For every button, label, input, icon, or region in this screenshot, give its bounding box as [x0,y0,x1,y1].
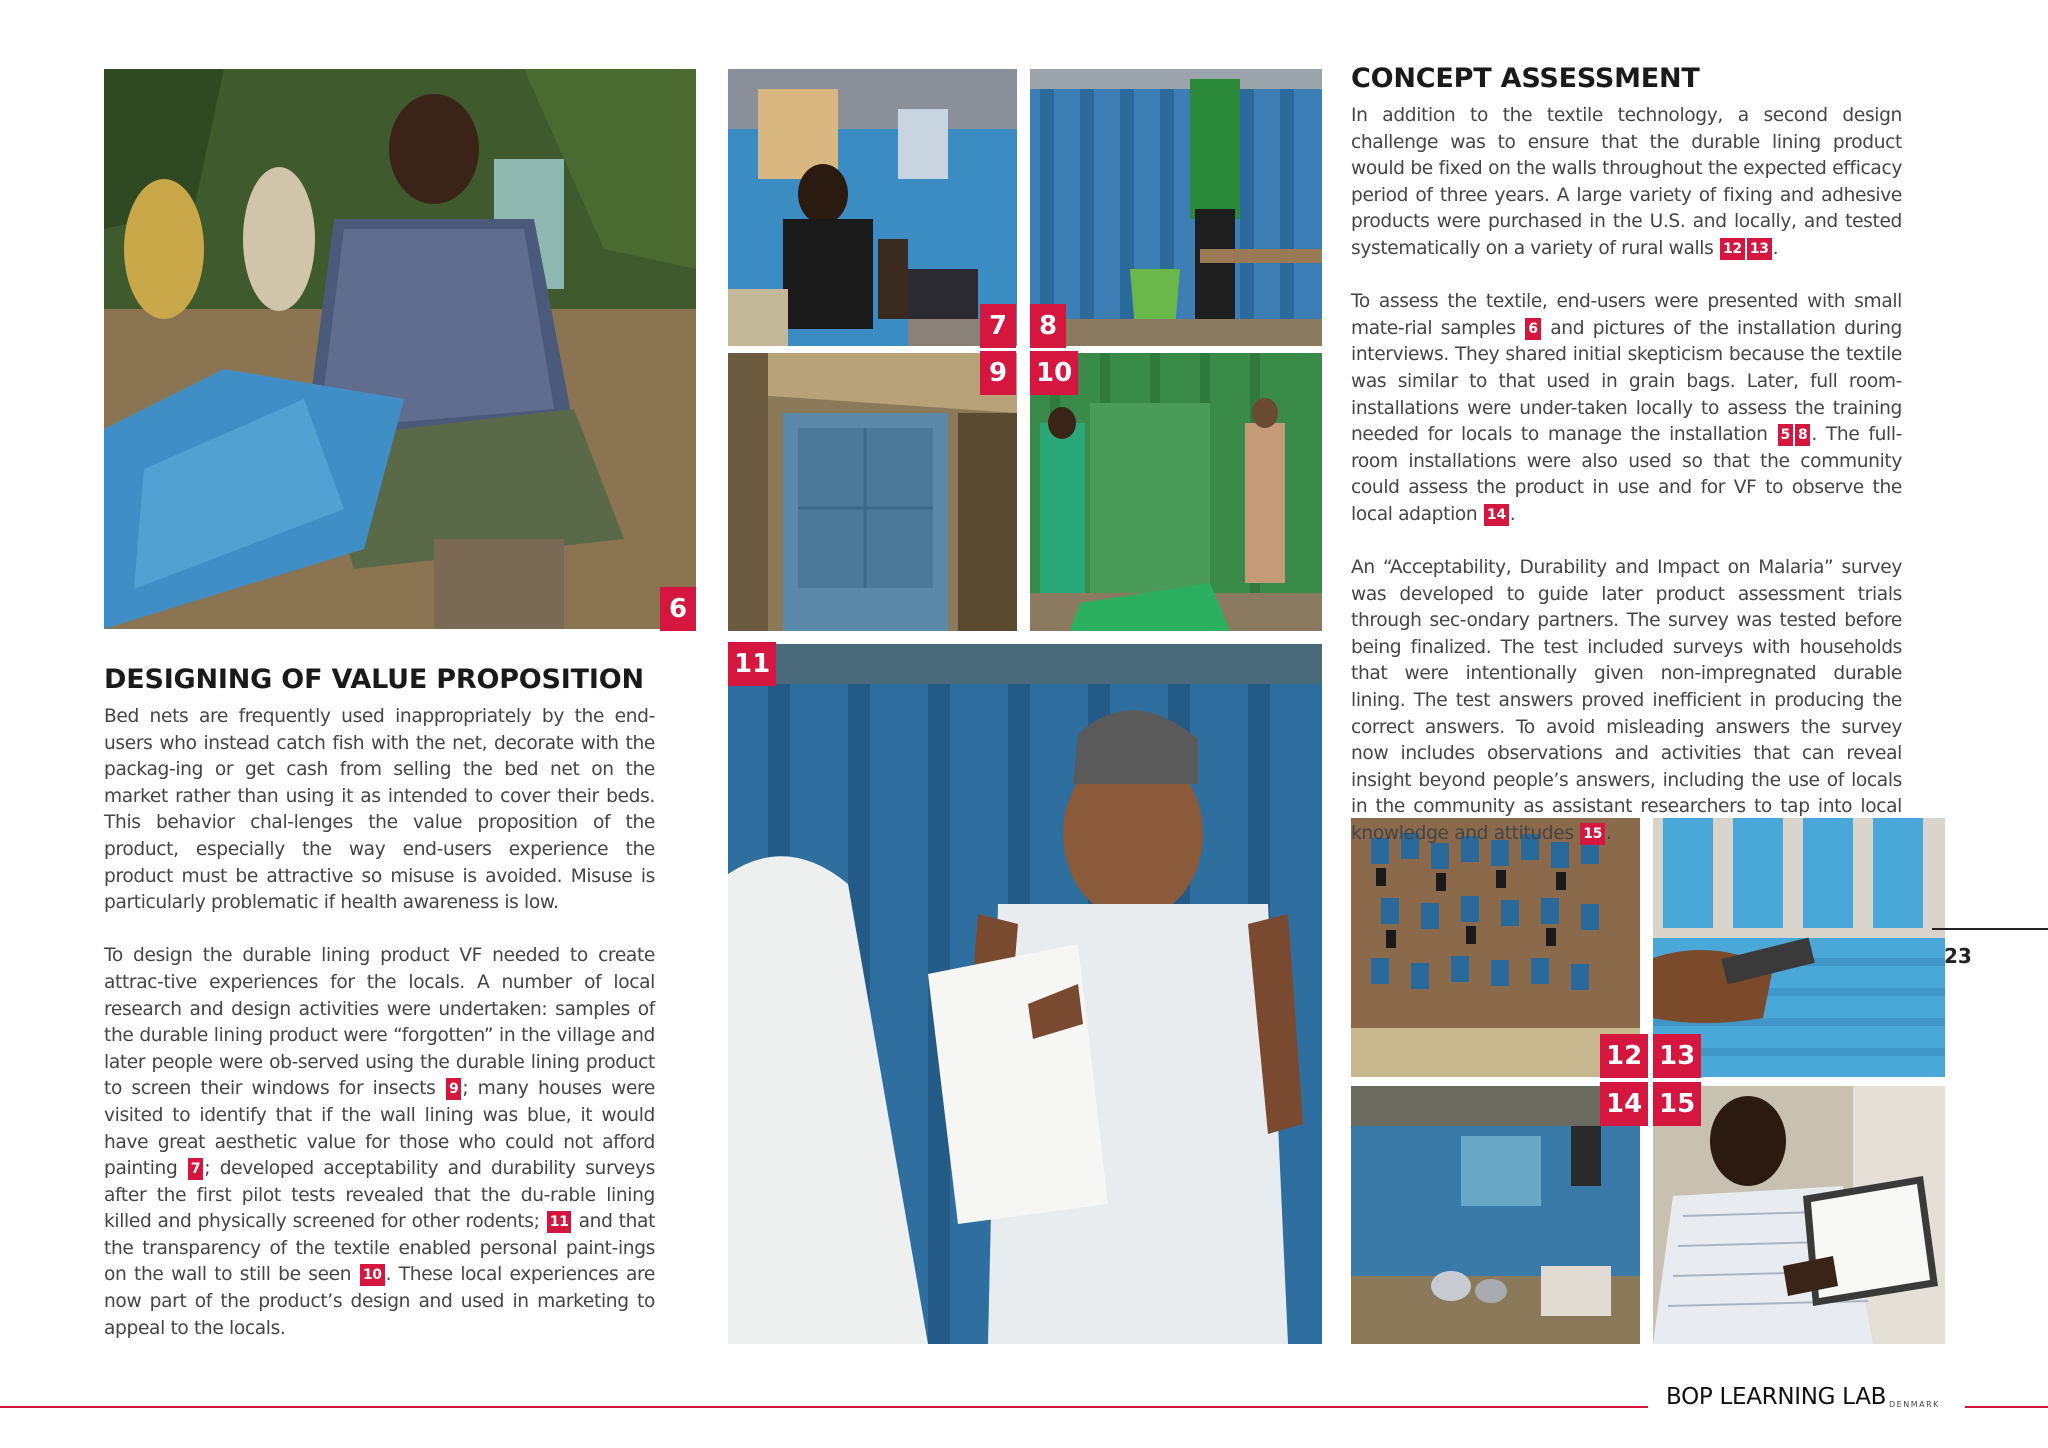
figure-ref: 15 [1580,823,1605,845]
photo-6-man-with-net [104,69,696,629]
paragraph-text: . These local experiences are now part of the product’s design and used in marketing to appeal to the locals. [104,1264,656,1339]
heading-value-proposition: DESIGNING OF VALUE PROPOSITION [104,664,644,695]
photo-9-window-screen [728,353,1017,631]
figure-badge-11: 11 [728,642,776,686]
photo-8-installation [1030,69,1322,346]
figure-ref: 7 [188,1158,203,1180]
paragraph [1351,103,1902,263]
figure-ref: 13 [1747,238,1772,260]
figure-badge-8: 8 [1030,304,1066,348]
paragraph-text: An “Acceptability, Durability and Impact on Malaria” survey was developed to guide later product assessment trials through sec-ondary partners. The survey was tested before being finalized. The test included surveys with households that were intentionally given non-impregnated durable lining. The test answers proved inefficient in producing the correct answers. To avoid misleading answers the survey now includes observations and activities that can reveal insight beyond people’s answers, including the use of locals in the community as assistant researchers to tap into local knowledge and attitudes [1351,557,1902,845]
paragraph-text: To design the durable lining product VF needed to create attrac-tive experiences for the locals. A number of local research and design activities were undertaken: samples of the durable lining product were “forgotten” in the village and later people were ob-served using the durable lining product to screen their windows for insects [104,945,655,1100]
photo-7-house-interior [728,69,1017,346]
figure-ref: 14 [1484,504,1509,526]
photo-11-survey-interview [728,644,1322,1344]
footer-rule-left [0,1406,1648,1408]
paragraph-text: . [1606,823,1612,845]
value-proposition-body [104,704,655,1342]
paragraph-text: To assess the textile, end-users were presented with small mate-rial samples [1351,291,1902,339]
page-number-rule [1932,928,2048,930]
photo-14-local-adaption [1351,1086,1640,1344]
paragraph-text: . [1509,503,1516,525]
figure-ref: 6 [1525,318,1540,340]
paragraph-text: and that the transparency of the textile enabled personal paint-ings on the wall to still be seen [104,1211,656,1286]
footer-brand: BOP LEARNING LAB [1666,1384,1887,1410]
paragraph-text: . The full-room installations were also used so that the community could assess the product in use and for VF to observe the local adaption [1351,424,1902,525]
footer-rule-right [1965,1406,2048,1408]
figure-ref: 9 [446,1078,461,1100]
figure-badge-15: 15 [1653,1082,1701,1126]
paragraph [1351,555,1902,848]
heading-concept-assessment: CONCEPT ASSESSMENT [1351,63,1700,94]
figure-badge-12: 12 [1600,1034,1648,1078]
figure-ref: 12 [1720,238,1745,260]
figure-badge-13: 13 [1653,1034,1701,1078]
photo-12-fixing-samples [1351,818,1640,1077]
concept-assessment-body [1351,103,1902,848]
paragraph-text: . [1772,237,1779,259]
paragraph-text: ; many houses were visited to identify that if the wall lining was blue, it would have great aesthetic value for those who could not afford painting [104,1078,656,1180]
figure-badge-10: 10 [1030,351,1078,395]
paragraph: Bed nets are frequently used inappropriately by the end-users who instead catch fish with the net, decorate with the packag-ing or get cash from selling the bed net on the market rather than using it as intended to cover their beds. This behavior chal-lenges the value proposition of the product, especially the way end-users experience the product must be attractive so misuse is avoided. Misuse is particularly problematic if health awareness is low. [104,706,655,914]
figure-badge-7: 7 [980,304,1016,348]
paragraph-text: and pictures of the installation during interviews. They shared initial skepticism because the textile was similar to that used in grain bags. Later, full room-installations were under-taken locally to assess the training needed for locals to manage the installation [1351,317,1902,446]
figure-badge-9: 9 [980,351,1016,395]
paragraph-text: ; developed acceptability and durability surveys after the first pilot tests revealed that the du-rable lining killed and physically screened for other rodents; [104,1158,655,1233]
figure-badge-6: 6 [660,587,696,631]
paragraph [1351,289,1902,528]
figure-ref: 5 [1778,424,1793,446]
paragraph [104,943,655,1342]
footer-brand-sub: DENMARK [1889,1400,1940,1409]
figure-ref: 8 [1795,424,1810,446]
figure-badge-14: 14 [1600,1082,1648,1126]
figure-ref: 10 [360,1264,385,1286]
figure-ref: 11 [547,1211,572,1233]
paragraph-text: In addition to the textile technology, a second design challenge was to ensure that the durable lining product would be fixed on the walls throughout the expected efficacy period of three years. A large variety of fixing and adhesive products were purchased in the U.S. and locally, and tested systematically on a variety of rural walls [1351,105,1902,259]
page-number: 23 [1944,944,1972,968]
